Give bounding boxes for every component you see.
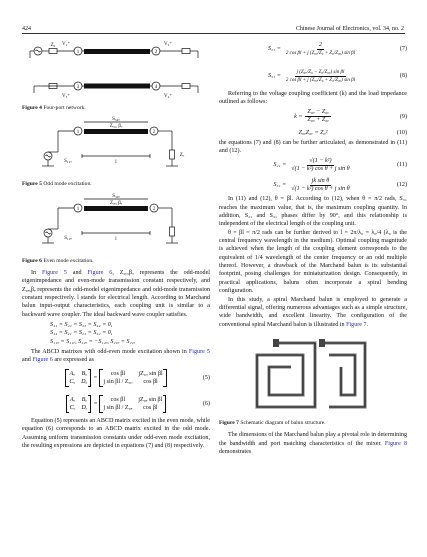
port-4-label: 4 [154, 85, 158, 90]
equation-10: Z₀ₒZ₀ₑ = Z₀² (10) [298, 129, 407, 136]
equation-8-number: (8) [399, 72, 407, 79]
equation-10-number: (10) [396, 129, 407, 136]
journal-title: Chinese Journal of Electronics, vol. 34, no. 2 [295, 26, 404, 32]
right-column [219, 36, 407, 456]
equation-7-number: (7) [399, 45, 407, 52]
equation-11-number: (11) [397, 162, 407, 169]
equation-6-number: (6) [202, 400, 210, 407]
fig5-port-1: 1 [76, 130, 80, 136]
fig6-length-label: l [115, 236, 117, 242]
figure-7 [219, 333, 407, 417]
right-paragraph-1: Referring to the voltage coupling coefficient (k) and the load impedance outlined as follows: [219, 91, 407, 106]
figure-4-caption: Figure 4 Four-port network. [22, 105, 86, 111]
figure-5-link[interactable]: Figure 5 [41, 270, 67, 277]
left-paragraph-3: Equation (5) represents an ABCD matrix excited in the even mode, while equation (6) corresponds to an ABCD matrix excited in the odd mode. Assuming uniform transmission constants under odd-even mode excitation, the resulting expressions are depicted in equations (7) and (8) respectively. [22, 417, 210, 449]
fig5-port-2: 2 [152, 130, 156, 136]
even-mode-excitation-diagram [22, 193, 210, 255]
eq-s-line-1: S₁₁ = S₂₂ = S₃₃ = S₄₄ = 0, [50, 322, 113, 329]
fig5-source-label: S₁₂ₒ [64, 159, 72, 165]
eq-s-line-2: S₁₄ = S₄₁ = S₂₃ = S₃₂ = 0, [50, 330, 113, 337]
eq-s-line-3: S₁₁ₒ = S₁₁ₑ, S₁₂ₒ = −S₁₂ₑ, S₂₁ₒ = S₂₁ₑ [50, 338, 136, 345]
fig6-port-1: 1 [76, 206, 80, 212]
z0-label: Z₀ [50, 43, 56, 48]
right-paragraph-2: the equations (7) and (8) can be further articulated, as demonstrated in (11) and (12). [219, 139, 407, 155]
header-rule [22, 33, 405, 34]
fig5-load-label: Zₒ [179, 153, 185, 159]
fig6-zbeta: Zₒₑ, βₑ [109, 200, 123, 206]
right-paragraph-6: The dimensions of the Marchand balun play a pivotal role in determining the bandwidth and port matching characteristics of the mixer. Figure 8 demonstrates [219, 432, 407, 455]
fig5-length-label: l [115, 160, 117, 166]
fig6-top-label: S₃₄ₑ [112, 193, 120, 199]
figure-7-caption: Figure 7 Schematic diagram of balun structure. [219, 419, 326, 426]
fig5-zbeta: Zₒ₀, βₒ [109, 124, 123, 130]
figure-5 [22, 116, 210, 178]
fig6-source-label: S₁₂ₑ [64, 235, 72, 241]
equation-8: S₃₁ = $\frac{\text{j (Z₀ₒ/Z₀ − Z₀/Z₀ₒ) sin βl}}{\text{2 cos βl + j (Z₀ₒ/Z₀ + Z₀/Z₀ₒ) sin βl}}$ (8) [267, 69, 407, 83]
v1-label: V₁⁺ [62, 42, 70, 47]
port-3-label: 3 [76, 85, 80, 90]
equation-9: k = $\frac{\text{Z₀ₒ − Z₀ₑ}}{\text{Z₀ₒ + Z₀ₑ}}$ (9) [294, 109, 407, 124]
equation-5: Aₒ Bₒ Cₒ Dₒ = cos βl jZ₀ₒ sin βl j sin βl / Z₀ₒ cos βl (5) [22, 365, 210, 391]
figure-6 [22, 193, 210, 255]
odd-mode-excitation-diagram [22, 116, 210, 178]
right-paragraph-4: θ = βl = π/2 rads can be further derived to l = 2π/λ₀ = λ₀/4 (λ₀ is the central frequency wavelength in the medium). Optimal coupling magnitude is achieved when the length of the coupling element corresponds to the equivalent of 1/4 wavelength of the center frequency or an odd multiple thereof. However, a drawback of the Marchand balun is its substantial footprint, posing challenges for miniaturization design. Consequently, in practical applications, baluns often incorporate a spiral bending configuration. [219, 229, 407, 295]
v2-label: V₂⁺ [164, 42, 172, 47]
spiral-balun-diagram [219, 333, 407, 417]
port-1-label: 1 [76, 50, 80, 55]
equation-6: Aₑ Bₑ Cₑ Dₑ = cos βl jZ₀ₑ sin βl j sin βl / Z₀ₑ cos βl (6) [22, 391, 210, 417]
left-paragraph-2: The ABCD matrixes with odd-even mode excitation shown in Figure 5 and Figure 6 are expressed as [22, 349, 210, 364]
equation-7: S₂₁ = $\frac{2}{\text{2 cos βl + j (Z₀ₒ/Z₀ + Z₀/Z₀ₒ) sin βl}}$ (7) [267, 41, 407, 56]
equation-12-number: (12) [396, 182, 407, 189]
equation-12: S₃₁ = $\frac{\text{jk sin θ}}{\text{√(1 − k²) cos θ + j sin θ}}$ (12) [273, 177, 407, 192]
figure-6-caption: Figure 6 Even mode excitation. [22, 257, 94, 264]
figure-5-caption: Figure 5 Odd mode excitation. [22, 181, 92, 188]
right-paragraph-3: In (11) and (12), θ = βl. According to (12), when θ = π/2 rads, S₃₁ reaches the maximum value, that is, the maximum coupling quantity. In addition, S₂₁ and S₃₁ phases differ by 90°, and this relationship is independent of the electrical length of the coupling unit. [219, 196, 407, 228]
s-parameter-equations [50, 321, 210, 346]
equation-5-number: (5) [202, 374, 210, 381]
four-port-network-diagram [22, 36, 210, 102]
page-number: 424 [22, 26, 31, 32]
figure-5-link-2[interactable]: Figure 5 [188, 349, 210, 356]
fig6-port-2: 2 [152, 206, 156, 212]
figure-6-link-2[interactable]: Figure 6 [32, 357, 53, 364]
left-column [22, 36, 210, 450]
port-2-label: 2 [154, 50, 158, 55]
equation-9-number: (9) [399, 113, 407, 120]
right-paragraph-5: In this study, a spiral Marchand balun is employed to generate a differential signal, offering numerous advantages such as a simple structure, wide bandwidth, and excellent linearity. The configuration of the conventional spiral Marchand balun is illustrated in Figure 7. [219, 296, 407, 328]
figure-4 [22, 36, 210, 102]
figure-6-link[interactable]: Figure 6 [87, 270, 113, 277]
equation-11: S₂₁ = $\frac{\text{√(1 − k²)}}{\text{√(1 − k²) cos θ + j sin θ}}$ (11) [273, 157, 407, 172]
figure-7-link[interactable]: Figure 7 [346, 321, 367, 328]
fig5-top-label: S₃₄ₒ [112, 117, 120, 123]
v4-label: V₄⁺ [164, 94, 172, 99]
left-paragraph-1: In Figure 5 and Figure 6, Z₀ₒ,βₒ represents the odd-model eigenimpedance and even-mode transmission constant respectively, and Z₀ₑ,βₑ represents the odd-model eigenimpedance and odd-mode transmission constant respectively. l stands for electrical length. According to Marchand balun input-output characteristics, each coupling unit is similar to a backward wave coupler. The ideal backward wave coupler satisfies. [22, 270, 210, 318]
figure-8-link[interactable]: Figure 8 [384, 440, 407, 447]
v3-label: V₃⁺ [62, 94, 70, 99]
